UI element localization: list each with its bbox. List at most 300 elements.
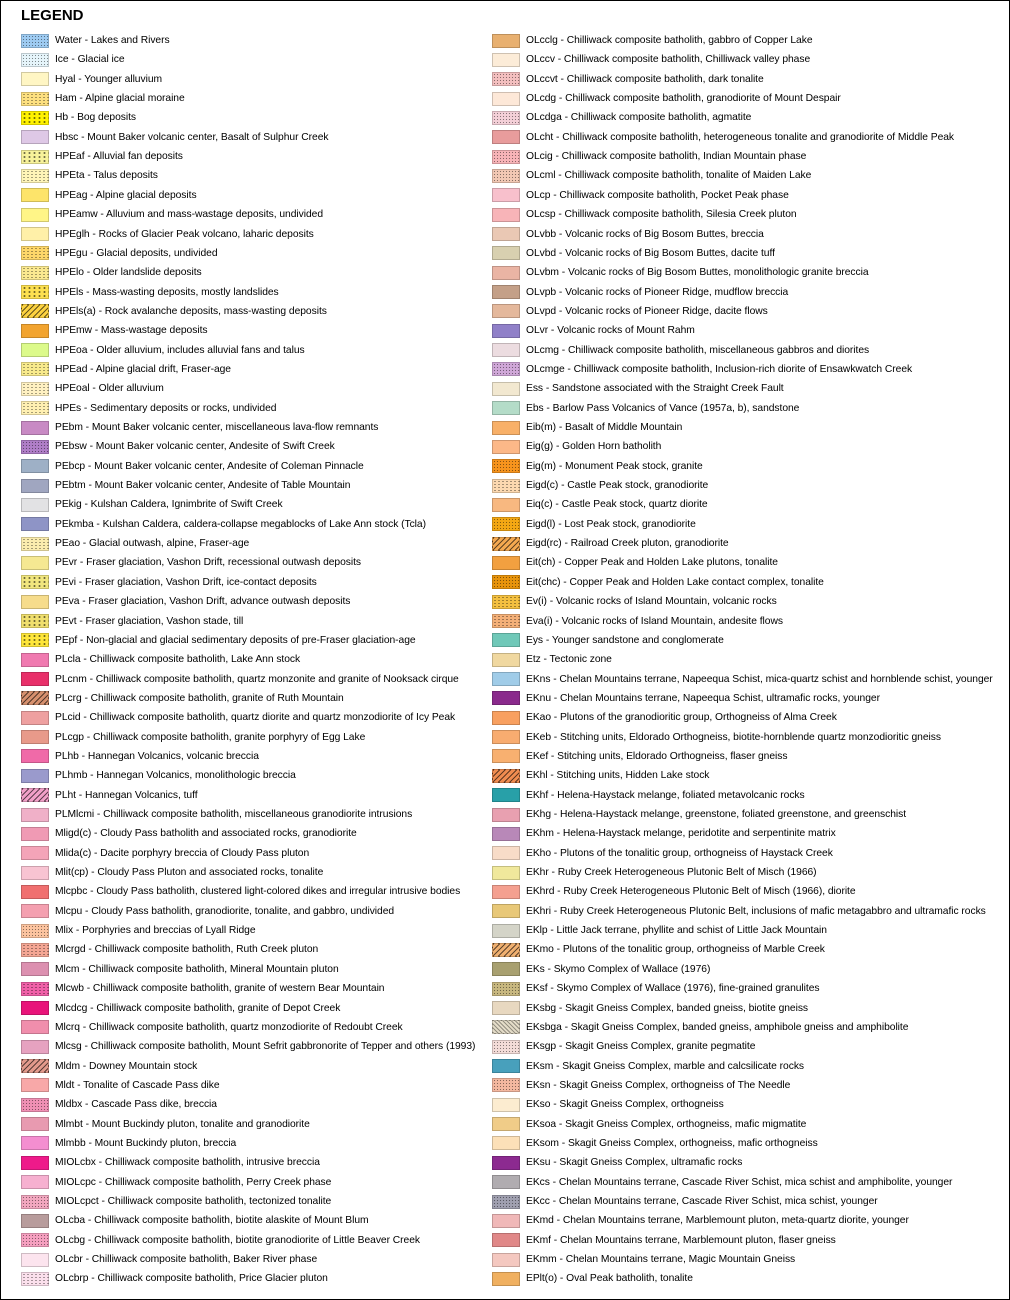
legend-swatch bbox=[21, 208, 49, 222]
legend-label: Mldm - Downey Mountain stock bbox=[55, 1060, 198, 1072]
legend-label: PLht - Hannegan Volcanics, tuff bbox=[55, 789, 198, 801]
legend-label: PLhmb - Hannegan Volcanics, monolithologic breccia bbox=[55, 770, 296, 782]
legend-swatch bbox=[21, 1059, 49, 1073]
legend-label: Water - Lakes and Rivers bbox=[55, 35, 170, 46]
legend-label: PEva - Fraser glaciation, Vashon Drift, advance outwash deposits bbox=[55, 596, 351, 608]
legend-entry bbox=[492, 50, 810, 69]
legend-entry bbox=[21, 844, 309, 863]
legend-entry bbox=[492, 553, 778, 572]
legend-label: EKsbga - Skagit Gneiss Complex, banded gneiss, amphibole gneiss and amphibolite bbox=[526, 1021, 909, 1033]
legend-entry bbox=[21, 263, 202, 282]
legend-swatch bbox=[492, 53, 520, 67]
legend-label: EKhrd - Ruby Creek Heterogeneous Plutonic Belt of Misch (1966), diorite bbox=[526, 886, 856, 898]
legend-entry bbox=[21, 476, 350, 495]
legend-swatch bbox=[492, 730, 520, 744]
legend-entry bbox=[21, 379, 164, 398]
legend-swatch bbox=[492, 904, 520, 918]
legend-entry bbox=[21, 940, 318, 959]
legend-label: EKcs - Chelan Mountains terrane, Cascade River Schist, mica schist and amphibolite, younger bbox=[526, 1176, 953, 1188]
legend-swatch bbox=[21, 904, 49, 918]
legend-entry bbox=[21, 89, 185, 108]
legend-label: PLcid - Chilliwack composite batholith, quartz diorite and quartz monzodiorite of Icy Peak bbox=[55, 712, 456, 724]
legend-swatch bbox=[21, 246, 49, 260]
legend-swatch bbox=[21, 1175, 49, 1189]
legend-entry bbox=[21, 1192, 331, 1211]
legend-label: OLccvt - Chilliwack composite batholith, dark tonalite bbox=[526, 73, 764, 85]
legend-label: EKsm - Skagit Gneiss Complex, marble and calcsilicate rocks bbox=[526, 1060, 805, 1072]
legend-entry bbox=[21, 437, 335, 456]
legend-label: Mligd(c) - Cloudy Pass batholith and associated rocks, granodiorite bbox=[55, 828, 357, 840]
legend-entry bbox=[21, 399, 276, 418]
legend-swatch bbox=[21, 1098, 49, 1112]
legend-entry bbox=[492, 495, 708, 514]
legend-swatch bbox=[21, 1020, 49, 1034]
legend-entry bbox=[21, 186, 197, 205]
legend-swatch bbox=[21, 382, 49, 396]
legend-swatch bbox=[492, 1175, 520, 1189]
legend-entry bbox=[21, 108, 136, 127]
legend-swatch bbox=[21, 885, 49, 899]
legend-swatch bbox=[21, 1195, 49, 1209]
legend-label: PLcla - Chilliwack composite batholith, Lake Ann stock bbox=[55, 654, 301, 666]
legend-entry bbox=[21, 128, 328, 147]
legend-swatch bbox=[21, 266, 49, 280]
legend-label: PEbsw - Mount Baker volcanic center, Andesite of Swift Creek bbox=[55, 441, 335, 453]
legend-label: OLcig - Chilliwack composite batholith, Indian Mountain phase bbox=[526, 151, 807, 163]
legend-label: Mlida(c) - Dacite porphyry breccia of Cloudy Pass pluton bbox=[55, 847, 310, 859]
legend-swatch bbox=[492, 169, 520, 183]
legend-label: Mlcrq - Chilliwack composite batholith, quartz monzodiorite of Redoubt Creek bbox=[55, 1021, 403, 1033]
legend-label: EKhm - Helena-Haystack melange, peridotite and serpentinite matrix bbox=[526, 828, 836, 840]
legend-entry bbox=[492, 999, 808, 1018]
legend-swatch bbox=[21, 401, 49, 415]
legend-label: PEvt - Fraser glaciation, Vashon stade, till bbox=[55, 615, 244, 627]
legend-label: Eys - Younger sandstone and conglomerate bbox=[526, 634, 724, 646]
legend-label: HPEglh - Rocks of Glacier Peak volcano, laharic deposits bbox=[55, 228, 314, 240]
legend-label: HPEls - Mass-wasting deposits, mostly landslides bbox=[55, 286, 279, 298]
legend-entry bbox=[492, 1115, 806, 1134]
legend-label: PLMlcmi - Chilliwack composite batholith, miscellaneous granodiorite intrusions bbox=[55, 809, 413, 820]
legend-label: EKao - Plutons of the granodioritic group, Orthogneiss of Alma Creek bbox=[526, 712, 837, 724]
legend-entry bbox=[492, 1076, 790, 1095]
legend-entry bbox=[492, 940, 825, 959]
legend-swatch bbox=[21, 440, 49, 454]
legend-swatch bbox=[492, 479, 520, 493]
legend-entry bbox=[492, 689, 880, 708]
legend-label: EKhg - Helena-Haystack melange, greenstone, foliated greenstone, and greenschist bbox=[526, 809, 907, 820]
legend-entry bbox=[492, 1037, 755, 1056]
legend-label: Hyal - Younger alluvium bbox=[55, 73, 163, 85]
legend-swatch bbox=[21, 498, 49, 512]
legend-swatch bbox=[492, 846, 520, 860]
legend-swatch bbox=[492, 227, 520, 241]
legend-swatch bbox=[21, 92, 49, 106]
legend-swatch bbox=[21, 130, 49, 144]
legend-entry bbox=[21, 573, 317, 592]
legend-label: EKsom - Skagit Gneiss Complex, orthogneiss, mafic orthogneiss bbox=[526, 1137, 818, 1149]
legend-entry bbox=[21, 631, 416, 650]
legend-swatch bbox=[492, 962, 520, 976]
legend-entry bbox=[492, 902, 986, 921]
legend-swatch bbox=[21, 730, 49, 744]
legend-swatch bbox=[492, 943, 520, 957]
legend-swatch bbox=[492, 1156, 520, 1170]
legend-entry bbox=[492, 31, 813, 50]
legend-label: PLhb - Hannegan Volcanics, volcanic breccia bbox=[55, 750, 259, 762]
legend-label: OLvbm - Volcanic rocks of Big Bosom Buttes, monolithologic granite breccia bbox=[526, 267, 869, 279]
legend-label: Mlmbt - Mount Buckindy pluton, tonalite and granodiorite bbox=[55, 1118, 310, 1130]
legend-label: Mldbx - Cascade Pass dike, breccia bbox=[55, 1099, 217, 1111]
legend-swatch bbox=[21, 169, 49, 183]
legend-swatch bbox=[21, 943, 49, 957]
legend-label: Mlcpbc - Cloudy Pass batholith, clustered light-colored dikes and irregular intrusive bodies bbox=[55, 886, 461, 898]
legend-entry bbox=[21, 902, 394, 921]
legend-label: EKmf - Chelan Mountains terrane, Marblemount pluton, flaser gneiss bbox=[526, 1234, 836, 1246]
legend-label: Mlcwb - Chilliwack composite batholith, granite of western Bear Mountain bbox=[55, 983, 385, 995]
legend-swatch bbox=[21, 556, 49, 570]
legend-entry bbox=[21, 670, 459, 689]
legend-entry bbox=[21, 244, 218, 263]
legend-label: Mlcm - Chilliwack composite batholith, Mineral Mountain pluton bbox=[55, 963, 339, 975]
legend-label: PEkig - Kulshan Caldera, Ignimbrite of Swift Creek bbox=[55, 499, 283, 511]
legend-label: HPEoa - Older alluvium, includes alluvial fans and talus bbox=[55, 344, 305, 356]
legend-swatch bbox=[21, 421, 49, 435]
legend-label: PEbm - Mount Baker volcanic center, miscellaneous lava-flow remnants bbox=[55, 422, 379, 433]
legend-label: Eib(m) - Basalt of Middle Mountain bbox=[526, 422, 683, 433]
legend-swatch bbox=[21, 362, 49, 376]
legend-swatch bbox=[492, 1272, 520, 1286]
legend-label: Mlcrgd - Chilliwack composite batholith, Ruth Creek pluton bbox=[55, 944, 319, 956]
legend-entry bbox=[21, 360, 231, 379]
legend-entry bbox=[21, 1018, 403, 1037]
legend-entry bbox=[492, 921, 827, 940]
legend-label: OLvr - Volcanic rocks of Mount Rahm bbox=[526, 325, 695, 337]
legend-entry bbox=[492, 360, 912, 379]
legend-entry bbox=[492, 1134, 818, 1153]
legend-swatch bbox=[492, 401, 520, 415]
legend-entry bbox=[492, 89, 841, 108]
legend-entry bbox=[492, 844, 833, 863]
legend-label: MIOLcbx - Chilliwack composite batholith, intrusive breccia bbox=[55, 1157, 320, 1169]
legend-label: Ev(i) - Volcanic rocks of Island Mountain, volcanic rocks bbox=[526, 596, 777, 608]
legend-entry bbox=[492, 650, 612, 669]
legend-swatch bbox=[21, 749, 49, 763]
legend-entry bbox=[21, 50, 125, 69]
legend-label: OLcp - Chilliwack composite batholith, Pocket Peak phase bbox=[526, 189, 789, 201]
legend-swatch bbox=[492, 498, 520, 512]
legend-label: PEpf - Non-glacial and glacial sedimentary deposits of pre-Fraser glaciation-age bbox=[55, 634, 416, 646]
legend-label: Eiq(c) - Castle Peak stock, quartz diorite bbox=[526, 499, 708, 511]
legend-swatch bbox=[492, 1059, 520, 1073]
legend-label: Eit(ch) - Copper Peak and Holden Lake plutons, tonalite bbox=[526, 557, 778, 569]
legend-label: EKs - Skymo Complex of Wallace (1976) bbox=[526, 963, 711, 975]
legend-entry bbox=[492, 515, 696, 534]
legend-label: Mldt - Tonalite of Cascade Pass dike bbox=[55, 1079, 220, 1091]
legend-swatch bbox=[492, 827, 520, 841]
legend-entry bbox=[21, 650, 300, 669]
legend-label: Ebs - Barlow Pass Volcanics of Vance (1957a, b), sandstone bbox=[526, 402, 800, 414]
legend-swatch bbox=[492, 885, 520, 899]
legend-label: EKso - Skagit Gneiss Complex, orthogneiss bbox=[526, 1099, 724, 1111]
legend-entry bbox=[21, 70, 162, 89]
legend-label: HPEad - Alpine glacial drift, Fraser-age bbox=[55, 363, 231, 375]
legend-entry bbox=[21, 999, 340, 1018]
legend-label: OLcmge - Chilliwack composite batholith, Inclusion-rich diorite of Ensawkwatch Creek bbox=[526, 363, 913, 375]
legend-label: EKmd - Chelan Mountains terrane, Marblemount pluton, meta-quartz diorite, younger bbox=[526, 1215, 909, 1227]
legend-entry bbox=[21, 495, 283, 514]
legend-entry bbox=[21, 225, 314, 244]
legend-label: PEao - Glacial outwash, alpine, Fraser-age bbox=[55, 538, 250, 550]
legend-label: EKsf - Skymo Complex of Wallace (1976), fine-grained granulites bbox=[526, 983, 820, 995]
legend-swatch bbox=[21, 188, 49, 202]
legend-label: Eit(chc) - Copper Peak and Holden Lake contact complex, tonalite bbox=[526, 576, 824, 588]
legend-label: OLvbb - Volcanic rocks of Big Bosom Buttes, breccia bbox=[526, 228, 764, 240]
legend-swatch bbox=[492, 324, 520, 338]
legend-swatch bbox=[492, 362, 520, 376]
legend-label: EKhf - Helena-Haystack melange, foliated metavolcanic rocks bbox=[526, 789, 805, 801]
legend-label: Mlix - Porphyries and breccias of Lyall Ridge bbox=[55, 925, 256, 937]
legend-entry bbox=[492, 457, 703, 476]
legend-title: LEGEND bbox=[21, 7, 84, 24]
legend-swatch bbox=[21, 827, 49, 841]
legend-swatch bbox=[21, 788, 49, 802]
legend-label: HPEamw - Alluvium and mass-wastage deposits, undivided bbox=[55, 209, 324, 221]
legend-label: Ice - Glacial ice bbox=[55, 54, 125, 66]
legend-swatch bbox=[492, 130, 520, 144]
legend-label: EKmm - Chelan Mountains terrane, Magic Mountain Gneiss bbox=[526, 1254, 796, 1266]
legend-label: MIOLcpct - Chilliwack composite batholith, tectonized tonalite bbox=[55, 1196, 332, 1207]
legend-entry bbox=[492, 863, 817, 882]
legend-swatch bbox=[492, 1195, 520, 1209]
legend-swatch bbox=[21, 1040, 49, 1054]
legend-label: Mlcpu - Cloudy Pass batholith, granodiorite, tonalite, and gabbro, undivided bbox=[55, 905, 395, 917]
legend-label: PEbcp - Mount Baker volcanic center, Andesite of Coleman Pinnacle bbox=[55, 460, 364, 472]
legend-swatch bbox=[492, 92, 520, 106]
legend-label: HPEta - Talus deposits bbox=[55, 170, 158, 182]
legend-swatch bbox=[492, 808, 520, 822]
legend-swatch bbox=[21, 1156, 49, 1170]
legend-swatch bbox=[492, 285, 520, 299]
legend-entry bbox=[492, 379, 784, 398]
legend-swatch bbox=[492, 459, 520, 473]
legend-label: EKho - Plutons of the tonalitic group, orthogneiss of Haystack Creek bbox=[526, 847, 833, 859]
legend-swatch bbox=[492, 1117, 520, 1131]
legend-label: EKsoa - Skagit Gneiss Complex, orthogneiss, mafic migmatite bbox=[526, 1118, 807, 1130]
legend-entry bbox=[21, 1250, 317, 1269]
legend-entry bbox=[21, 205, 323, 224]
legend-swatch bbox=[492, 749, 520, 763]
legend-entry bbox=[492, 882, 856, 901]
legend-label: EKsgp - Skagit Gneiss Complex, granite pegmatite bbox=[526, 1041, 756, 1053]
legend-swatch bbox=[492, 575, 520, 589]
legend-swatch bbox=[492, 537, 520, 551]
legend-entry bbox=[492, 1095, 724, 1114]
legend-label: PEvi - Fraser glaciation, Vashon Drift, ice-contact deposits bbox=[55, 576, 317, 588]
legend-label: OLcml - Chilliwack composite batholith, tonalite of Maiden Lake bbox=[526, 170, 812, 182]
legend-label: HPEls(a) - Rock avalanche deposits, mass-wasting deposits bbox=[55, 305, 327, 317]
legend-label: EKcc - Chelan Mountains terrane, Cascade River Schist, mica schist, younger bbox=[526, 1196, 878, 1207]
legend-swatch bbox=[492, 1136, 520, 1150]
legend-entry bbox=[21, 708, 455, 727]
legend-swatch bbox=[492, 111, 520, 125]
legend-swatch bbox=[21, 517, 49, 531]
legend-label: PLcrg - Chilliwack composite batholith, granite of Ruth Mountain bbox=[55, 692, 344, 704]
legend-entry bbox=[492, 728, 941, 747]
legend-label: PEkmba - Kulshan Caldera, caldera-collapse megablocks of Lake Ann stock (Tcla) bbox=[55, 518, 426, 530]
legend-swatch bbox=[492, 1020, 520, 1034]
legend-swatch bbox=[492, 1214, 520, 1228]
legend-swatch bbox=[21, 479, 49, 493]
legend-label: OLcsp - Chilliwack composite batholith, Silesia Creek pluton bbox=[526, 209, 797, 221]
legend-swatch bbox=[21, 1214, 49, 1228]
legend-entry bbox=[21, 1057, 197, 1076]
legend-label: EKhr - Ruby Creek Heterogeneous Plutonic Belt of Misch (1966) bbox=[526, 867, 817, 879]
legend-label: OLcbg - Chilliwack composite batholith, biotite granodiorite of Little Beaver Creek bbox=[55, 1234, 421, 1246]
legend-swatch bbox=[21, 53, 49, 67]
legend-entry bbox=[21, 302, 327, 321]
legend-label: OLcdg - Chilliwack composite batholith, granodiorite of Mount Despair bbox=[526, 93, 841, 105]
legend-entry bbox=[492, 1269, 693, 1288]
legend-swatch bbox=[21, 150, 49, 164]
legend-entry bbox=[492, 205, 797, 224]
legend-entry bbox=[21, 1269, 328, 1288]
legend-swatch bbox=[21, 711, 49, 725]
legend-entry bbox=[492, 670, 993, 689]
legend-entry bbox=[21, 283, 279, 302]
legend-entry bbox=[21, 1173, 331, 1192]
legend-entry bbox=[21, 534, 249, 553]
legend-label: Hbsc - Mount Baker volcanic center, Basalt of Sulphur Creek bbox=[55, 131, 329, 143]
legend-entry bbox=[492, 244, 775, 263]
legend-entry bbox=[21, 766, 296, 785]
legend-swatch bbox=[492, 1098, 520, 1112]
legend-entry bbox=[492, 573, 824, 592]
legend-swatch bbox=[492, 788, 520, 802]
legend-entry bbox=[492, 302, 768, 321]
legend-swatch bbox=[21, 633, 49, 647]
legend-label: Mlcdcg - Chilliwack composite batholith, granite of Depot Creek bbox=[55, 1002, 341, 1014]
legend-label: Mlmbb - Mount Buckindy pluton, breccia bbox=[55, 1137, 237, 1149]
legend-entry bbox=[21, 824, 357, 843]
legend-swatch bbox=[492, 595, 520, 609]
legend-label: Eva(i) - Volcanic rocks of Island Mountain, andesite flows bbox=[526, 615, 783, 627]
legend-entry bbox=[21, 592, 350, 611]
legend-swatch bbox=[21, 1253, 49, 1267]
legend-entry bbox=[21, 612, 243, 631]
legend-entry bbox=[21, 321, 207, 340]
legend-label: EKns - Chelan Mountains terrane, Napeequa Schist, mica-quartz schist and hornblende schist, younger bbox=[526, 673, 993, 685]
legend-swatch bbox=[21, 595, 49, 609]
legend-swatch bbox=[492, 1253, 520, 1267]
legend-label: EPlt(o) - Oval Peak batholith, tonalite bbox=[526, 1273, 693, 1285]
legend-swatch bbox=[21, 324, 49, 338]
legend-label: PEbtm - Mount Baker volcanic center, Andesite of Table Mountain bbox=[55, 480, 351, 492]
legend-swatch bbox=[21, 962, 49, 976]
legend-label: Mlcsg - Chilliwack composite batholith, Mount Sefrit gabbronorite of Tepper and others (1993) bbox=[55, 1041, 476, 1053]
legend-entry bbox=[21, 728, 365, 747]
legend-entry bbox=[492, 805, 906, 824]
legend-label: PLcgp - Chilliwack composite batholith, granite porphyry of Egg Lake bbox=[55, 731, 366, 743]
legend-swatch bbox=[21, 653, 49, 667]
legend-label: OLvpd - Volcanic rocks of Pioneer Ridge, dacite flows bbox=[526, 305, 768, 317]
legend-entry bbox=[492, 321, 695, 340]
legend-swatch bbox=[21, 459, 49, 473]
legend-swatch bbox=[21, 227, 49, 241]
legend-swatch bbox=[492, 556, 520, 570]
legend-label: OLvpb - Volcanic rocks of Pioneer Ridge, mudflow breccia bbox=[526, 286, 789, 298]
legend-label: Etz - Tectonic zone bbox=[526, 654, 612, 666]
legend-swatch bbox=[492, 304, 520, 318]
legend-entry bbox=[492, 418, 682, 437]
legend-swatch bbox=[21, 1272, 49, 1286]
legend-entry bbox=[21, 553, 361, 572]
legend-swatch bbox=[492, 691, 520, 705]
legend-entry bbox=[492, 108, 751, 127]
legend-label: MIOLcpc - Chilliwack composite batholith, Perry Creek phase bbox=[55, 1176, 332, 1188]
legend-swatch bbox=[21, 846, 49, 860]
legend-label: Eig(m) - Monument Peak stock, granite bbox=[526, 460, 703, 472]
legend-swatch bbox=[21, 672, 49, 686]
legend-swatch bbox=[21, 72, 49, 86]
legend-swatch bbox=[21, 924, 49, 938]
legend-label: OLcht - Chilliwack composite batholith, heterogeneous tonalite and granodiorite of Middle Peak bbox=[526, 131, 955, 143]
legend-label: OLcmg - Chilliwack composite batholith, miscellaneous gabbros and diorites bbox=[526, 344, 870, 356]
legend-entry bbox=[492, 747, 787, 766]
legend-swatch bbox=[492, 72, 520, 86]
legend-label: Eigd(l) - Lost Peak stock, granodiorite bbox=[526, 518, 696, 530]
legend-swatch bbox=[21, 982, 49, 996]
legend-entry bbox=[492, 708, 837, 727]
legend-swatch bbox=[21, 34, 49, 48]
legend-entry bbox=[492, 786, 805, 805]
legend-entry bbox=[21, 979, 384, 998]
legend-swatch bbox=[21, 1078, 49, 1092]
legend-label: HPEgu - Glacial deposits, undivided bbox=[55, 247, 218, 259]
legend-entry bbox=[492, 1231, 836, 1250]
legend-entry bbox=[21, 1134, 236, 1153]
legend-label: EKsu - Skagit Gneiss Complex, ultramafic rocks bbox=[526, 1157, 743, 1169]
legend-entry bbox=[492, 824, 836, 843]
legend-entry bbox=[21, 863, 323, 882]
legend-entry bbox=[492, 476, 708, 495]
legend-entry bbox=[492, 766, 709, 785]
legend-entry bbox=[492, 399, 799, 418]
legend-swatch bbox=[21, 537, 49, 551]
legend-entry bbox=[492, 263, 869, 282]
legend-label: Eig(g) - Golden Horn batholith bbox=[526, 441, 662, 453]
legend-label: PLcnm - Chilliwack composite batholith, quartz monzonite and granite of Nooksack cirque bbox=[55, 673, 459, 685]
legend-label: EKef - Stitching units, Eldorado Orthogneiss, flaser gneiss bbox=[526, 750, 788, 762]
legend-swatch bbox=[492, 188, 520, 202]
legend-swatch bbox=[492, 866, 520, 880]
legend-entry bbox=[492, 283, 788, 302]
legend-swatch bbox=[492, 769, 520, 783]
legend-swatch bbox=[492, 1233, 520, 1247]
legend-entry bbox=[21, 31, 170, 50]
legend-swatch bbox=[492, 633, 520, 647]
legend-entry bbox=[21, 1153, 320, 1172]
legend-swatch bbox=[21, 111, 49, 125]
legend-entry bbox=[492, 1153, 742, 1172]
legend-swatch bbox=[492, 924, 520, 938]
legend-label: EKhl - Stitching units, Hidden Lake stock bbox=[526, 770, 710, 782]
legend-entry bbox=[492, 1192, 878, 1211]
legend-swatch bbox=[21, 769, 49, 783]
legend-swatch bbox=[492, 246, 520, 260]
legend-swatch bbox=[21, 575, 49, 589]
legend-swatch bbox=[21, 808, 49, 822]
legend-entry bbox=[21, 166, 158, 185]
